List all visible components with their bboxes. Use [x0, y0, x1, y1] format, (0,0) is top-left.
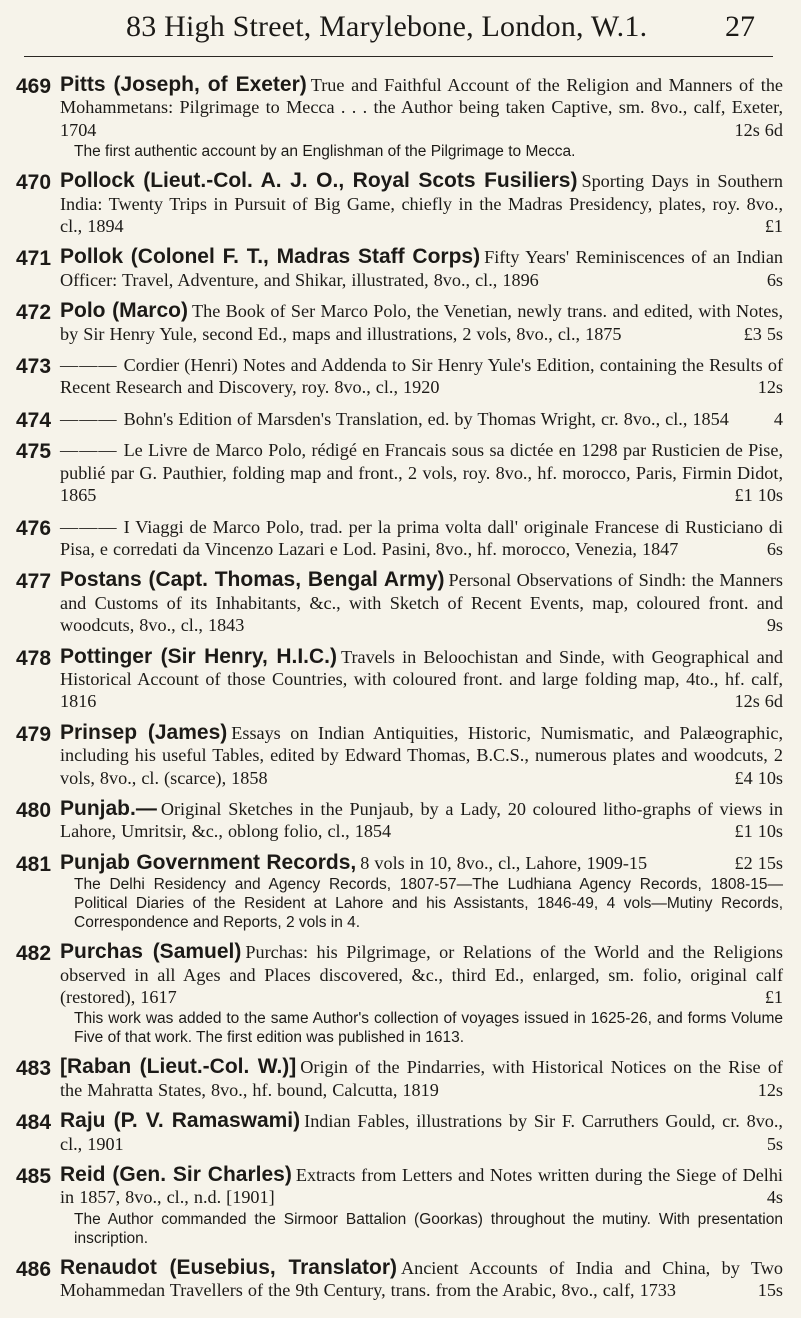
- catalogue-entry: [16, 798, 783, 843]
- lot-number: 476: [16, 516, 52, 540]
- entry-body: [60, 1056, 783, 1101]
- entry-price: £4 10s: [734, 767, 783, 788]
- entry-body: [60, 1164, 783, 1209]
- lot-number: 474: [16, 408, 52, 432]
- entry-note: The Delhi Residency and Agency Records, 1807-57—The Ludhiana Agency Records, 1808-15—Political Diaries of the Resident at Lahore and his Assistants, 1846-49, 4 vols—Mutiny Records, Correspondence and Reports, 2 vols in 4.: [74, 876, 783, 932]
- lot-number: 472: [16, 301, 52, 325]
- catalogue-entry: [16, 246, 783, 291]
- catalogue-entry: [16, 354, 783, 399]
- entry-price: £1: [764, 216, 783, 237]
- entry-description: Original Sketches in the Punjaub, by a Lady, 20 coloured litho-graphs of views in Lahore, Umritsir, &c., oblong folio, cl., 1854: [60, 798, 783, 842]
- author-name: Pitts (Joseph, of Exeter): [60, 73, 307, 96]
- page-header: [16, 0, 783, 60]
- author-name: Pollock (Lieut.-Col. A. J. O., Royal Scots Fusiliers): [60, 169, 578, 193]
- catalogue-entry: [16, 439, 783, 506]
- author-name: Punjab Government Records,: [60, 850, 357, 874]
- entry-note: This work was added to the same Author's collection of voyages issued in 1625-26, and forms Volume Five of that work. The first edition was published in 1613.: [74, 1010, 783, 1047]
- entry-body: [60, 646, 783, 713]
- header-rule: [24, 56, 773, 57]
- entry-description: Bohn's Edition of Marsden's Translation, ed. by Thomas Wright, cr. 8vo., cl., 1854: [123, 408, 729, 429]
- entry-body: [60, 300, 783, 345]
- entry-body: [60, 439, 783, 506]
- catalogue-entry: [16, 569, 783, 636]
- lot-number: 478: [16, 646, 52, 670]
- entry-description: Cordier (Henri) Notes and Addenda to Sir Henry Yule's Edition, containing the Results of Recent Research and Discovery, roy. 8vo., cl., 1920: [60, 355, 783, 398]
- entry-description: Origin of the Pindarries, with Historical Notices on the Rise of the Mahratta States, 8vo., hf. bound, Calcutta, 1819: [60, 1057, 783, 1100]
- lot-number: 470: [16, 171, 52, 195]
- entry-body: [60, 516, 783, 561]
- entry-body: [60, 74, 783, 141]
- lot-number: 469: [16, 75, 52, 98]
- catalogue-entry: [16, 646, 783, 713]
- entry-body: [60, 354, 783, 399]
- entry-price: 4: [773, 408, 783, 429]
- entry-body: [60, 852, 783, 874]
- entry-note: The Author commanded the Sirmoor Battalion (Goorkas) throughout the mutiny. With presentation inscription.: [74, 1210, 783, 1247]
- entry-price: £2 15s: [734, 852, 783, 873]
- entry-description: Essays on Indian Antiquities, Historic, Numismatic, and Palæographic, including his useful Tables, edited by Edward Thomas, B.C.S., numerous plates and woodcuts, 2 vols, 8vo., cl. (scarce), 1858: [60, 722, 783, 788]
- catalogue-entries: [16, 60, 783, 1302]
- entry-price: £1 10s: [734, 821, 783, 842]
- catalogue-entry: [16, 1257, 783, 1302]
- author-name: Reid (Gen. Sir Charles): [60, 1163, 292, 1187]
- entry-price: 9s: [766, 615, 783, 636]
- entry-description: True and Faithful Account of the Religion and Manners of the Mohammetans: Pilgrimage to Mecca . . . the Author being taken Captive, sm. 8vo., calf, Exeter, 1704: [60, 75, 783, 140]
- entry-price: 4s: [766, 1187, 783, 1208]
- entry-price: 12s 6d: [734, 691, 783, 712]
- entry-price: 12s: [757, 377, 783, 398]
- lot-number: 471: [16, 247, 52, 271]
- lot-number: 482: [16, 942, 52, 966]
- entry-description: Extracts from Letters and Notes written during the Siege of Delhi in 1857, 8vo., cl., n.d. [1901]: [60, 1165, 783, 1208]
- author-name: Prinsep (James): [60, 720, 228, 744]
- entry-description: Purchas: his Pilgrimage, or Relations of the World and the Religions observed in all Ages and Places discovered, &c., third Ed., enlarged, sm. folio, original calf (restored), 1617: [60, 942, 783, 1007]
- entry-price: 12s 6d: [734, 119, 783, 140]
- page-number: 27: [725, 10, 755, 43]
- lot-number: 479: [16, 722, 52, 746]
- entry-body: [60, 1110, 783, 1155]
- entry-description: I Viaggi de Marco Polo, trad. per la prima volta dall' originale Francese di Rusticiano di Pisa, e corredati da Vincenzo Lazari e Lod. Pasini, 8vo., hf. morocco, Venezia, 1847: [60, 516, 783, 559]
- entry-price: £3 5s: [743, 323, 783, 344]
- author-name: Pollok (Colonel F. T., Madras Staff Corps): [60, 245, 481, 269]
- entry-note: The first authentic account by an Englishman of the Pilgrimage to Mecca.: [74, 143, 576, 161]
- entry-price: 15s: [757, 1280, 783, 1301]
- entry-description: Sporting Days in Southern India: Twenty Trips in Pursuit of Big Game, chiefly in the Madras Presidency, plates, roy. 8vo., cl., 1894: [60, 171, 783, 237]
- entry-body: [60, 569, 783, 636]
- lot-number: 480: [16, 798, 52, 822]
- author-name: Punjab.—: [60, 796, 157, 820]
- ditto-dash: ———: [60, 408, 118, 429]
- entry-description: Personal Observations of Sindh: the Manners and Customs of its Inhabitants, &c., with Sketch of Recent Events, map, coloured front. and woodcuts, 8vo., cl., 1843: [60, 570, 783, 636]
- ditto-dash: ———: [60, 440, 118, 461]
- author-name: Raju (P. V. Ramaswami): [60, 1109, 301, 1133]
- entry-body: [60, 246, 783, 291]
- lot-number: 475: [16, 440, 52, 464]
- catalogue-entry: [16, 170, 783, 237]
- lot-number: 483: [16, 1057, 52, 1081]
- entry-price: 6s: [766, 538, 783, 559]
- author-name: Polo (Marco): [60, 299, 188, 323]
- author-name: Postans (Capt. Thomas, Bengal Army): [60, 568, 445, 592]
- catalogue-entry: [16, 1164, 783, 1248]
- catalogue-entry: [16, 300, 783, 345]
- entry-description: Ancient Accounts of India and China, by Two Mohammedan Travellers of the 9th Century, trans. from the Arabic, 8vo., calf, 1733: [60, 1257, 783, 1301]
- lot-number: 485: [16, 1165, 52, 1189]
- catalogue-entry: [16, 1110, 783, 1155]
- entry-body: [60, 798, 783, 843]
- entry-description: Le Livre de Marco Polo, rédigé en Francais sous sa dictée en 1298 par Rusticien de Pise, publié par G. Pauthier, folding map and front., 2 vols, roy. 8vo., hf. morocco, Paris, Firmin Didot, 1865: [60, 440, 783, 506]
- entry-price: £1 10s: [734, 485, 783, 506]
- entry-description: Travels in Beloochistan and Sinde, with Geographical and Historical Account of those Countries, with coloured front. and large folding map, 4to., hf. calf, 1816: [60, 646, 784, 712]
- entry-body: [60, 170, 783, 237]
- lot-number: 484: [16, 1111, 52, 1135]
- entry-price: 5s: [766, 1133, 783, 1154]
- author-name: Pottinger (Sir Henry, H.I.C.): [60, 644, 338, 668]
- author-name: Renaudot (Eusebius, Translator): [60, 1255, 397, 1279]
- entry-description: The Book of Ser Marco Polo, the Venetian, newly trans. and edited, with Notes, by Sir Henry Yule, second Ed., maps and illustrations, 2 vols, 8vo., cl., 1875: [60, 301, 783, 344]
- entry-body: [60, 1257, 783, 1302]
- catalogue-entry: [16, 722, 783, 789]
- entry-body: [60, 408, 783, 430]
- entry-body: [60, 941, 783, 1008]
- author-name: [Raban (Lieut.-Col. W.)]: [60, 1055, 297, 1079]
- catalogue-entry: [16, 74, 783, 161]
- entry-price: £1: [764, 987, 783, 1007]
- catalogue-entry: [16, 941, 783, 1047]
- ditto-dash: ———: [60, 355, 118, 376]
- catalogue-entry: [16, 1056, 783, 1101]
- entry-price: 6s: [766, 269, 783, 290]
- lot-number: 477: [16, 570, 52, 594]
- entry-description: Fifty Years' Reminiscences of an Indian Officer: Travel, Adventure, and Shikar, illustrated, 8vo., cl., 1896: [60, 247, 783, 290]
- entry-price: 12s: [757, 1079, 783, 1100]
- dealer-address: 83 High Street, Marylebone, London, W.1.: [126, 10, 648, 43]
- ditto-dash: ———: [60, 516, 118, 537]
- lot-number: 481: [16, 852, 52, 876]
- entry-description: Indian Fables, illustrations by Sir F. Carruthers Gould, cr. 8vo., cl., 1901: [60, 1111, 783, 1154]
- author-name: Purchas (Samuel): [60, 940, 242, 964]
- entry-body: [60, 722, 783, 789]
- lot-number: 486: [16, 1257, 52, 1281]
- lot-number: 473: [16, 355, 52, 379]
- entry-description: 8 vols in 10, 8vo., cl., Lahore, 1909-15: [360, 852, 648, 873]
- catalogue-entry: [16, 516, 783, 561]
- catalogue-entry: [16, 852, 783, 932]
- catalogue-entry: [16, 408, 783, 430]
